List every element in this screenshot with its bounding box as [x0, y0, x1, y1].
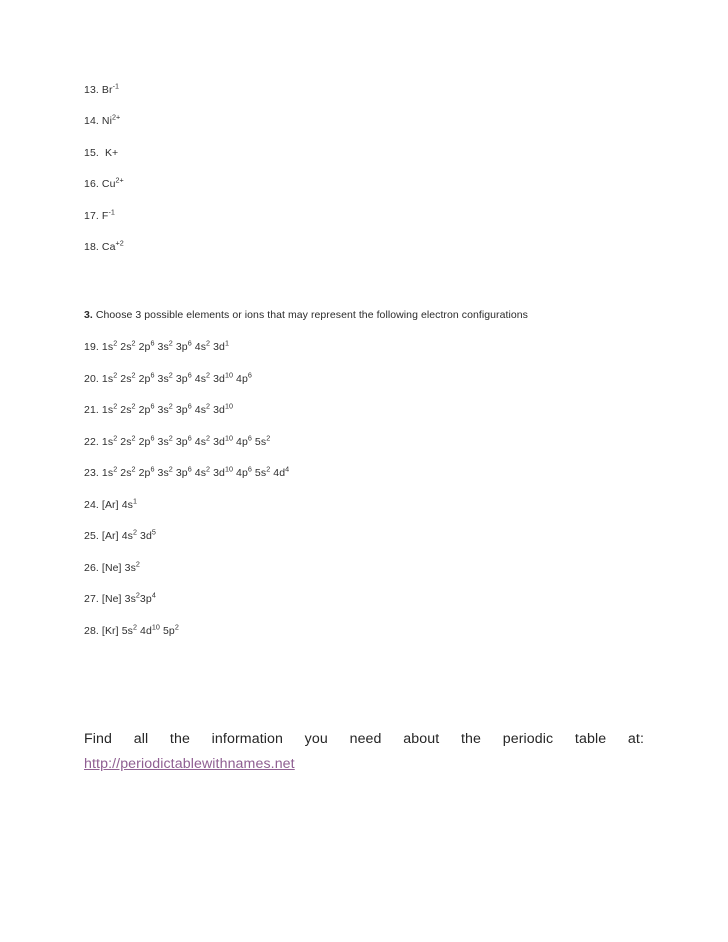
configuration-item-number: 25.: [84, 530, 102, 542]
ion-item-symbol: K: [101, 146, 113, 159]
orbital-term: 4d: [273, 467, 286, 479]
configuration-item: [84, 338, 644, 373]
configuration-item: [84, 433, 644, 468]
orbital-term: 1s: [101, 435, 114, 448]
orbital-term: [Ne]: [101, 593, 122, 605]
orbital-term: 3p: [175, 435, 188, 448]
orbital-term: [Kr]: [101, 624, 119, 637]
orbital-electron-count: 2: [131, 401, 136, 411]
orbital-electron-count: 2: [206, 464, 211, 474]
orbital-electron-count: 2: [113, 401, 118, 411]
orbital-electron-count: 2: [113, 338, 118, 348]
orbital-term: 2p: [138, 404, 151, 416]
orbital-term: 3s: [157, 372, 169, 385]
orbital-electron-count: 6: [187, 370, 192, 379]
ion-item-charge-plain: +: [112, 146, 119, 159]
orbital-electron-count: 6: [150, 370, 155, 379]
orbital-electron-count: 10: [224, 370, 233, 379]
orbital-electron-count: 2: [131, 433, 136, 442]
configuration-item-number: 24.: [84, 498, 102, 511]
orbital-electron-count: 2: [174, 622, 179, 631]
section-3-number: 3.: [84, 309, 93, 321]
orbital-electron-count: 6: [150, 401, 155, 411]
orbital-electron-count: 2: [113, 464, 118, 474]
orbital-electron-count: 2: [206, 433, 211, 442]
orbital-term: 3s: [157, 404, 169, 416]
periodic-table-link[interactable]: http://periodictablewithnames.net: [84, 756, 295, 772]
orbital-term: 4s: [194, 341, 207, 353]
orbital-term: 2p: [138, 341, 151, 353]
ion-item-number: 13.: [84, 84, 102, 96]
orbital-term: 4d: [140, 624, 152, 637]
orbital-term: 1s: [101, 404, 114, 416]
orbital-term: 2s: [120, 467, 132, 479]
orbital-electron-count: 10: [151, 622, 160, 631]
orbital-term: [Ar]: [101, 530, 119, 542]
orbital-term: 3p: [175, 467, 188, 479]
orbital-term: 3p: [175, 404, 188, 416]
footer-promo-text: Find all the information you need about the periodic table at:: [84, 731, 644, 747]
orbital-term: 5s: [121, 624, 133, 637]
orbital-term: 4s: [194, 467, 207, 479]
ion-item: [84, 238, 644, 272]
orbital-electron-count: 6: [247, 370, 252, 379]
orbital-electron-count: 4: [285, 464, 290, 474]
orbital-term: 3s: [157, 435, 169, 448]
orbital-electron-count: 2: [131, 338, 136, 348]
ion-symbol-list: [84, 81, 644, 272]
orbital-term: 3s: [157, 341, 169, 353]
ion-item-number: 15.: [84, 146, 102, 159]
ion-item-number: 16.: [84, 178, 102, 191]
orbital-term: 3d: [213, 467, 225, 479]
orbital-electron-count: 6: [187, 338, 192, 348]
ion-item-charge: 2+: [112, 112, 121, 122]
footer-promo: [84, 727, 644, 775]
orbital-term: 2p: [138, 467, 151, 479]
orbital-electron-count: 2: [131, 370, 136, 379]
configuration-item-number: 22.: [84, 435, 102, 448]
orbital-term: 2s: [120, 404, 132, 416]
orbital-electron-count: 6: [187, 464, 192, 474]
orbital-electron-count: 2: [168, 370, 173, 379]
orbital-electron-count: 10: [224, 464, 233, 474]
configuration-item: [84, 401, 644, 436]
ion-item-number: 18.: [84, 240, 102, 253]
orbital-electron-count: 2: [113, 370, 118, 379]
orbital-electron-count: 2: [206, 401, 211, 411]
orbital-electron-count: 2: [133, 527, 137, 537]
orbital-electron-count: 2: [206, 338, 211, 348]
orbital-electron-count: 2: [266, 433, 271, 442]
orbital-electron-count: 2: [206, 370, 211, 379]
orbital-term: 4s: [194, 404, 207, 416]
orbital-term: 3d: [213, 372, 225, 385]
ion-item: [84, 175, 644, 209]
orbital-term: 3d: [213, 404, 225, 416]
orbital-electron-count: 2: [168, 401, 173, 411]
ion-item-symbol: F: [101, 209, 109, 222]
orbital-term: 3d: [140, 530, 152, 542]
orbital-term: 3p: [175, 341, 188, 353]
configuration-item: [84, 370, 644, 405]
configuration-item-number: 20.: [84, 372, 102, 385]
orbital-term: 4p: [236, 435, 248, 448]
orbital-term: 1s: [101, 467, 114, 479]
orbital-term: 3d: [213, 341, 225, 353]
ion-item-number: 17.: [84, 209, 102, 222]
orbital-term: 5s: [254, 467, 267, 479]
ion-item-symbol: Cu: [101, 178, 116, 191]
configuration-item: [84, 464, 644, 499]
configuration-item-number: 21.: [84, 404, 102, 416]
orbital-term: 4p: [236, 372, 248, 385]
orbital-term: 3d: [213, 435, 225, 448]
orbital-term: 2s: [120, 372, 132, 385]
orbital-term: 4s: [194, 435, 207, 448]
section-3-heading: [84, 309, 644, 322]
orbital-electron-count: 4: [151, 590, 156, 600]
orbital-electron-count: 2: [133, 622, 137, 631]
orbital-term: 2p: [138, 372, 151, 385]
configuration-item-number: 27.: [84, 593, 102, 605]
orbital-term: 4p: [236, 467, 248, 479]
orbital-term: 3s: [124, 593, 136, 605]
orbital-electron-count: 2: [266, 464, 271, 474]
ion-item-charge: +2: [115, 238, 124, 248]
orbital-electron-count: 2: [168, 464, 173, 474]
orbital-electron-count: 6: [247, 464, 252, 474]
electron-configuration-list: [84, 338, 644, 656]
ion-item-symbol: Ca: [101, 240, 116, 253]
orbital-term: 5p: [162, 624, 175, 637]
ion-item: [84, 147, 644, 178]
configuration-item-number: 19.: [84, 341, 102, 353]
orbital-electron-count: 2: [135, 559, 140, 568]
orbital-electron-count: 10: [224, 401, 233, 411]
orbital-electron-count: 10: [224, 433, 233, 442]
orbital-electron-count: 6: [247, 433, 252, 442]
configuration-item-number: 26.: [84, 561, 102, 574]
orbital-term: 4s: [121, 498, 133, 511]
ion-item: [84, 81, 644, 115]
orbital-electron-count: 6: [150, 433, 155, 442]
ion-item-charge: -1: [112, 81, 120, 91]
orbital-term: 3s: [124, 561, 136, 574]
configuration-item-number: 28.: [84, 624, 102, 637]
orbital-electron-count: 6: [187, 433, 192, 442]
orbital-term: 4s: [194, 372, 207, 385]
orbital-term: 1s: [101, 372, 114, 385]
orbital-term: 5s: [254, 435, 267, 448]
orbital-electron-count: 6: [187, 401, 192, 411]
configuration-item: [84, 622, 644, 657]
orbital-electron-count: 6: [150, 464, 155, 474]
orbital-electron-count: 6: [150, 338, 155, 348]
orbital-electron-count: 5: [151, 527, 156, 537]
section-3-text: Choose 3 possible elements or ions that may represent the following electron configurations: [92, 309, 528, 321]
orbital-electron-count: 2: [113, 433, 118, 442]
ion-item-symbol: Ni: [101, 115, 113, 128]
ion-item-symbol: Br: [101, 84, 113, 96]
ion-item-number: 14.: [84, 115, 102, 128]
orbital-electron-count: 1: [133, 496, 137, 505]
orbital-electron-count: 2: [135, 590, 140, 600]
orbital-electron-count: 2: [168, 338, 173, 348]
configuration-item: [84, 590, 644, 625]
orbital-term: 2p: [138, 435, 151, 448]
configuration-item: [84, 496, 644, 531]
orbital-term: 1s: [101, 341, 114, 353]
orbital-term: 3p: [139, 593, 152, 605]
ion-item: [84, 207, 644, 241]
orbital-electron-count: 2: [131, 464, 136, 474]
orbital-term: 2s: [120, 341, 132, 353]
ion-item: [84, 112, 644, 146]
orbital-term: 2s: [120, 435, 132, 448]
orbital-term: 3s: [157, 467, 169, 479]
orbital-electron-count: 1: [224, 338, 229, 348]
ion-item-charge: -1: [108, 207, 115, 217]
orbital-electron-count: 2: [168, 433, 173, 442]
orbital-term: 4s: [121, 530, 133, 542]
orbital-term: [Ne]: [101, 561, 122, 574]
configuration-item-number: 23.: [84, 467, 102, 479]
orbital-term: [Ar]: [101, 498, 119, 511]
configuration-item: [84, 559, 644, 594]
orbital-term: 3p: [175, 372, 188, 385]
configuration-item: [84, 527, 644, 562]
ion-item-charge: 2+: [115, 175, 124, 185]
